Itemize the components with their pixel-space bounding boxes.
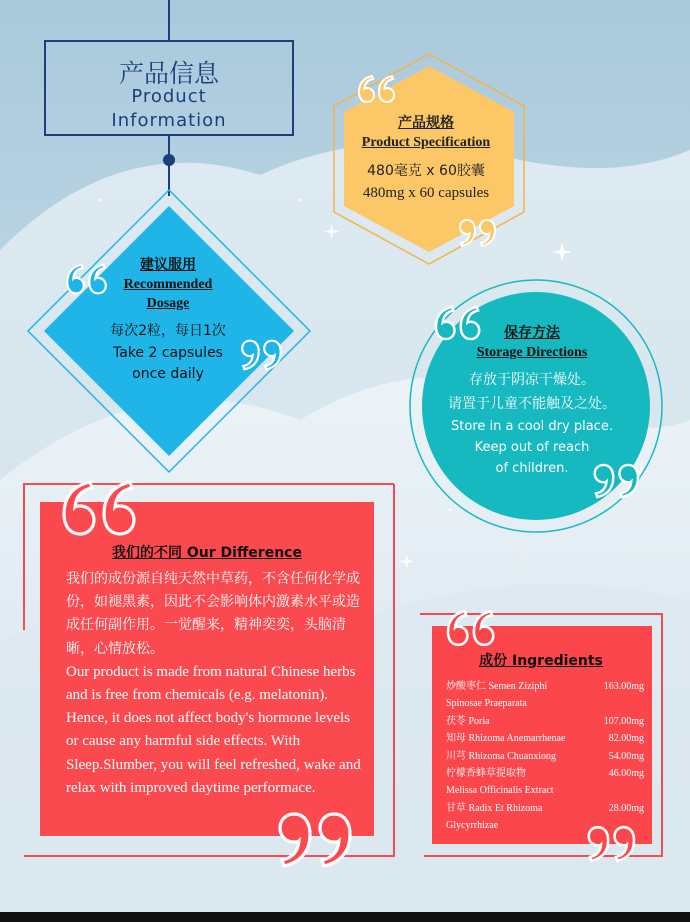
dosage-heading-zh: 建议服用 <box>140 257 196 273</box>
specification-text <box>340 112 512 202</box>
dosage-heading-en-line2: Dosage <box>146 296 190 311</box>
storage-line5: of children. <box>495 461 569 476</box>
difference-body-zh: 我们的成份源自纯天然中草药，不含任何化学成份，如褪黑素，因此不会影响体内激素水平或造成任何副作用。一觉醒来，精神奕奕，头脑清晰，心情放松。 <box>66 571 360 657</box>
title-en-line1: Product <box>131 86 207 107</box>
difference-body-en: Our product is made from natural Chinese herbs and is free from chemicals (e.g. melatonin). Hence, it does not affect body's hormone levels or cause any harmful side effects. With Sleep.Slumber, you will feel refreshed, wake and relax with improved daytime performace. <box>66 663 361 796</box>
title-zh: 产品信息 <box>118 59 219 88</box>
bottom-bar <box>0 912 690 922</box>
quote-icon <box>592 460 642 502</box>
quote-icon <box>276 806 356 874</box>
storage-text <box>432 322 632 476</box>
specification-heading-en: Product Specification <box>361 135 491 150</box>
dosage-value-en-line1: Take 2 capsules <box>113 345 223 361</box>
dosage-value-en-line2: once daily <box>132 366 204 382</box>
ingredient-row: Melissa Officinalis Extract <box>446 785 554 797</box>
quote-icon <box>58 474 138 542</box>
ingredient-row: 甘草 Radix Et Rhizoma 28.00mg <box>446 802 644 814</box>
ingredients-heading: 成份 Ingredients <box>479 653 603 669</box>
storage-line4: Keep out of reach <box>474 440 590 455</box>
quote-icon <box>586 822 638 866</box>
title-en-line2: Information <box>111 110 227 131</box>
quote-icon <box>444 606 496 650</box>
dosage-heading-en-line1: Recommended <box>123 277 213 292</box>
ingredient-row: Spinosae Praeparata <box>446 698 527 710</box>
storage-heading-zh: 保存方法 <box>504 325 560 341</box>
storage-heading-en: Storage Directions <box>476 345 588 360</box>
quote-icon <box>64 260 108 298</box>
product-information-title-box <box>44 40 294 136</box>
specification-heading-zh: 产品规格 <box>398 115 454 131</box>
ingredient-row: Glycyrrhizae <box>446 820 499 832</box>
ingredient-row: 炒酸枣仁 Semen Ziziphi 163.00mg <box>446 681 644 692</box>
ingredient-row: 知母 Rhizoma Anemarrhenae 82.00mg <box>446 733 644 745</box>
storage-line3: Store in a cool dry place. <box>451 419 613 434</box>
difference-heading: 我们的不同 Our Difference <box>112 545 302 561</box>
ingredient-row: 柠檬香蜂草提取物 46.00mg <box>446 767 644 779</box>
difference-body <box>66 568 366 800</box>
ingredient-row: 川芎 Rhizoma Chuanxiong 54.00mg <box>446 750 644 762</box>
dosage-value-zh: 每次2粒，每日1次 <box>110 323 226 339</box>
ingredients-table <box>446 678 646 835</box>
specification-value-zh: 480毫克 x 60胶囊 <box>367 163 485 179</box>
quote-icon <box>356 72 396 106</box>
storage-line2: 请置于儿童不能触及之处。 <box>448 396 616 412</box>
quote-icon <box>432 302 482 344</box>
ingredient-row: 茯苓 Poria 107.00mg <box>446 715 644 727</box>
dosage-text <box>86 254 250 382</box>
specification-value-en: 480mg x 60 capsules <box>362 185 490 201</box>
quote-icon <box>240 336 284 374</box>
quote-icon <box>458 216 498 250</box>
storage-line1: 存放于阴凉干燥处。 <box>469 372 595 388</box>
